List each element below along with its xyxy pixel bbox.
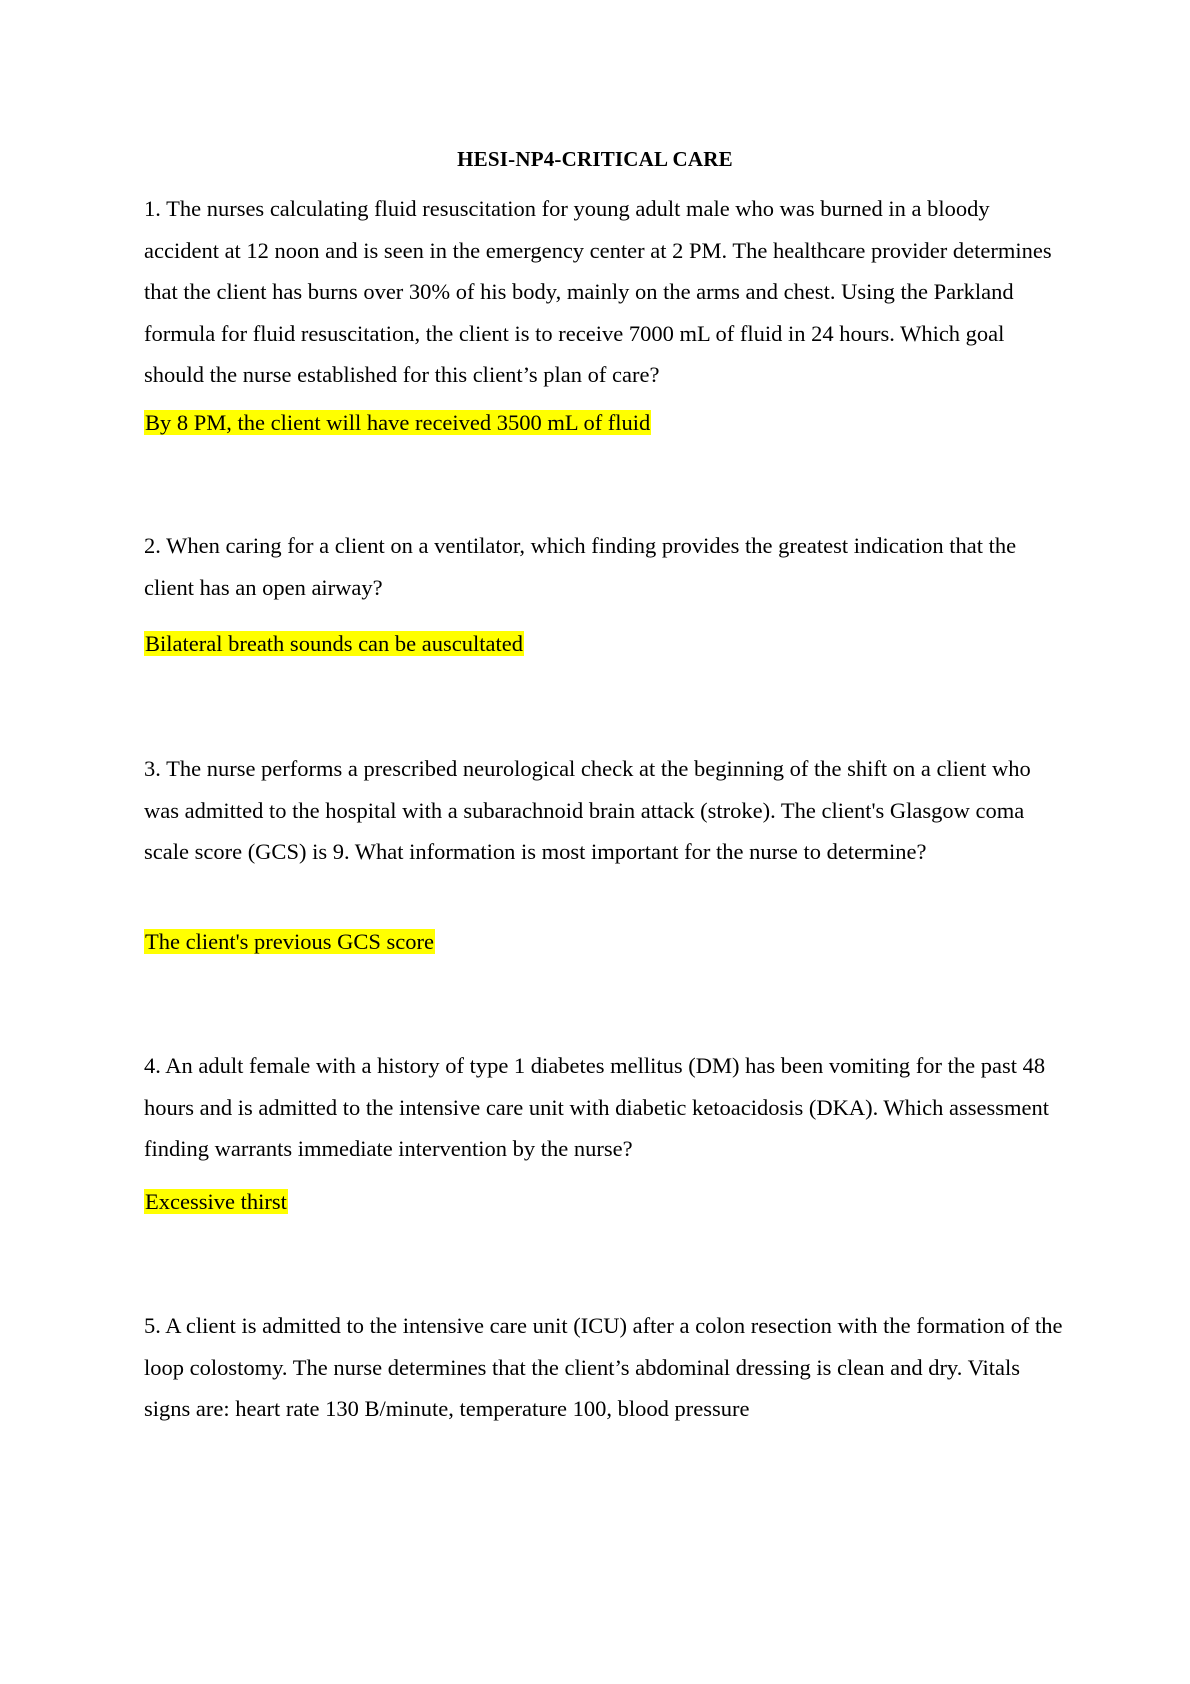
question-number: 5. bbox=[144, 1313, 161, 1338]
highlighted-answer: Excessive thirst bbox=[145, 1189, 287, 1214]
answer-3 bbox=[144, 927, 435, 957]
question-4 bbox=[144, 1045, 1064, 1170]
page-title: HESI-NP4-CRITICAL CARE bbox=[457, 147, 733, 171]
question-2 bbox=[144, 525, 1064, 608]
highlighted-answer: Bilateral breath sounds can be auscultated bbox=[145, 631, 523, 656]
question-text: The nurse performs a prescribed neurological check at the beginning of the shift on a client who was admitted to the hospital with a subarachnoid brain attack (stroke). The client's Glasgow coma scale score (GCS) is 9. What information is most important for the nurse to determine? bbox=[144, 756, 1031, 864]
question-text: An adult female with a history of type 1 diabetes mellitus (DM) has been vomiting for the past 48 hours and is admitted to the intensive care unit with diabetic ketoacidosis (DKA). Which assessment finding warrants immediate intervention by the nurse? bbox=[144, 1053, 1049, 1161]
question-number: 2. bbox=[144, 533, 161, 558]
question-text: When caring for a client on a ventilator, which finding provides the greatest indication that the client has an open airway? bbox=[144, 533, 1017, 600]
question-5 bbox=[144, 1305, 1064, 1430]
answer-4 bbox=[144, 1187, 288, 1217]
question-number: 4. bbox=[144, 1053, 161, 1078]
highlighted-answer: The client's previous GCS score bbox=[145, 929, 434, 954]
question-text: A client is admitted to the intensive care unit (ICU) after a colon resection with the formation of the loop colostomy. The nurse determines that the client’s abdominal dressing is clean and dry. Vitals signs are: heart rate 130 B/minute, temperature 100, blood pressure bbox=[144, 1313, 1063, 1421]
question-1 bbox=[144, 188, 1064, 396]
question-number: 1. bbox=[144, 196, 161, 221]
question-text: The nurses calculating fluid resuscitation for young adult male who was burned in a bloody accident at 12 noon and is seen in the emergency center at 2 PM. The healthcare provider determines that the client has burns over 30% of his body, mainly on the arms and chest. Using the Parkland formula for fluid resuscitation, the client is to receive 7000 mL of fluid in 24 hours. Which goal should the nurse established for this client’s plan of care? bbox=[144, 196, 1052, 387]
answer-2 bbox=[144, 629, 524, 659]
highlighted-answer: By 8 PM, the client will have received 3500 mL of fluid bbox=[145, 410, 651, 435]
answer-1 bbox=[144, 408, 651, 438]
question-3 bbox=[144, 748, 1064, 873]
question-number: 3. bbox=[144, 756, 161, 781]
